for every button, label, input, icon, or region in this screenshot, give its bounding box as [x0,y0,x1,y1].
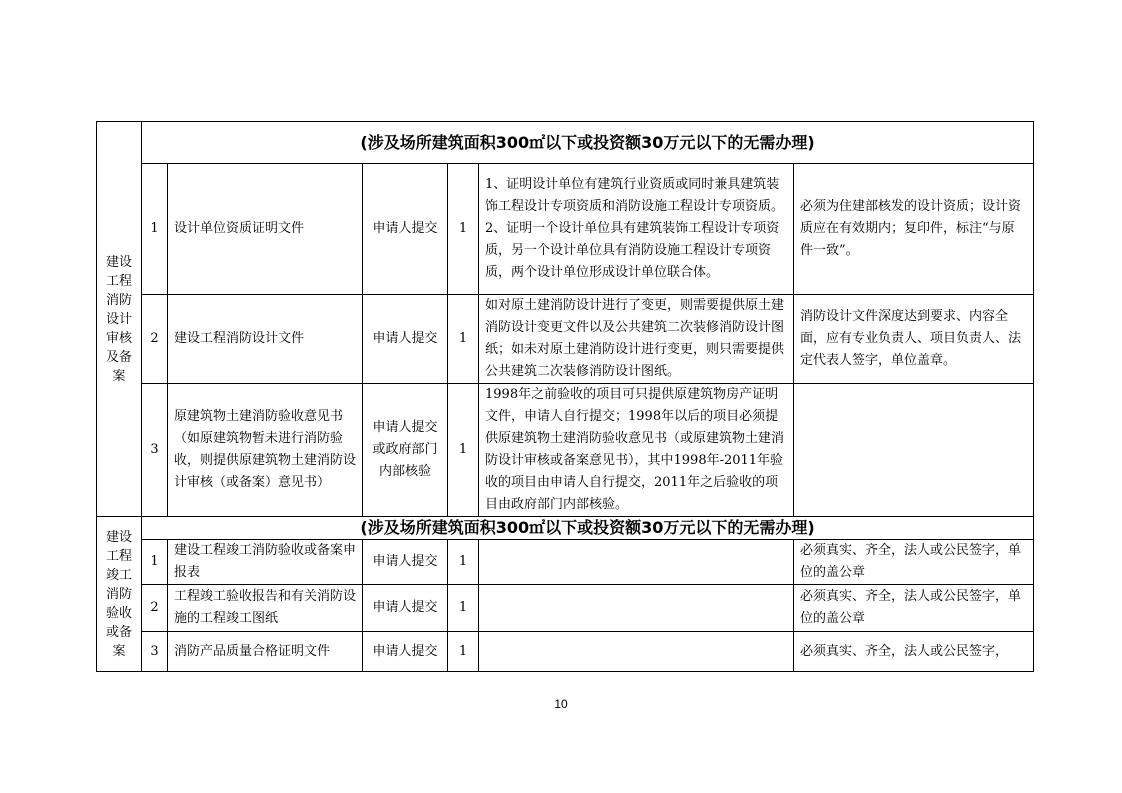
banner-note: (涉及场所建筑面积300㎡以下或投资额30万元以下的无需办理) [142,517,1034,540]
section-label-line: 建设 [105,254,132,270]
material-requirement: 必须真实、齐全，法人或公民签字， [794,632,1034,672]
material-description [479,540,794,585]
material-source: 申请人提交 [363,164,448,295]
section-label-cell [97,122,142,517]
table-row [97,384,1034,517]
section-label-line: 案 [112,368,126,384]
material-requirement: 必须真实、齐全，法人或公民签字，单位的盖公章 [794,585,1034,632]
row-number: 3 [142,384,168,517]
copy-count: 1 [448,164,479,295]
material-source: 申请人提交 [363,295,448,384]
table-row [97,632,1034,672]
row-number: 1 [142,540,168,585]
banner-row [97,517,1034,540]
material-description: 1998年之前验收的项目可只提供原建筑物房产证明文件，申请人自行提交；1998年以后的项目必须提供原建筑物土建消防验收意见书（或原建筑物土建消防设计审核或备案意见书），其中1998年-2011年验收的项目由申请人自行提交，2011年之后验收的项目由政府部门内部核验。 [479,384,794,517]
material-requirement: 消防设计文件深度达到要求、内容全面，应有专业负责人、项目负责人、法定代表人签字，单位盖章。 [794,295,1034,384]
section-label-line: 消防 [105,292,132,308]
row-number: 3 [142,632,168,672]
copy-count: 1 [448,295,479,384]
material-description [479,585,794,632]
material-description: 如对原土建消防设计进行了变更，则需要提供原土建消防设计变更文件以及公共建筑二次装修消防设计图纸；如未对原土建消防设计进行变更，则只需要提供公共建筑二次装修消防设计图纸。 [479,295,794,384]
material-name: 工程竣工验收报告和有关消防设施的工程竣工图纸 [168,585,363,632]
banner-note: (涉及场所建筑面积300㎡以下或投资额30万元以下的无需办理) [142,122,1034,164]
copy-count: 1 [448,540,479,585]
section-label-line: 验收 [105,605,132,621]
material-description: 1、证明设计单位有建筑行业资质或同时兼具建筑装饰工程设计专项资质和消防设施工程设计专项资质。 2、证明一个设计单位具有建筑装饰工程设计专项资质，另一个设计单位具有消防设施工程设计专项资质，两个设计单位形成设计单位联合体。 [479,164,794,295]
table-row [97,585,1034,632]
table-row [97,295,1034,384]
table-row [97,164,1034,295]
section-label-line: 消防 [105,586,132,602]
banner-row [97,122,1034,164]
section-label-line: 及备 [105,349,132,365]
material-name: 建设工程竣工消防验收或备案申报表 [168,540,363,585]
section-label-cell [97,517,142,672]
material-requirement [794,384,1034,517]
material-source: 申请人提交 [363,585,448,632]
requirements-table [96,121,1034,672]
copy-count: 1 [448,384,479,517]
row-number: 1 [142,164,168,295]
section-label-line: 竣工 [105,567,132,583]
material-source: 申请人提交 [363,540,448,585]
copy-count: 1 [448,585,479,632]
material-name: 设计单位资质证明文件 [168,164,363,295]
material-source: 申请人提交 [363,632,448,672]
section-label-line: 审核 [105,330,132,346]
section-label-line: 设计 [105,311,132,327]
section-label-line: 工程 [105,273,132,289]
table-row [97,540,1034,585]
section-label-line: 或备 [105,624,132,640]
material-name: 原建筑物土建消防验收意见书（如原建筑物暂未进行消防验收，则提供原建筑物土建消防设计审核（或备案）意见书） [168,384,363,517]
row-number: 2 [142,295,168,384]
row-number: 2 [142,585,168,632]
material-description [479,632,794,672]
material-name: 消防产品质量合格证明文件 [168,632,363,672]
material-requirement: 必须为住建部核发的设计资质；设计资质应在有效期内；复印件，标注“与原件一致”。 [794,164,1034,295]
page-number: 10 [554,697,568,711]
material-source: 申请人提交或政府部门内部核验 [363,384,448,517]
material-name: 建设工程消防设计文件 [168,295,363,384]
section-label-line: 建设 [105,529,132,545]
section-label-line: 案 [112,643,126,659]
copy-count: 1 [448,632,479,672]
material-requirement: 必须真实、齐全，法人或公民签字，单位的盖公章 [794,540,1034,585]
section-label-line: 工程 [105,548,132,564]
